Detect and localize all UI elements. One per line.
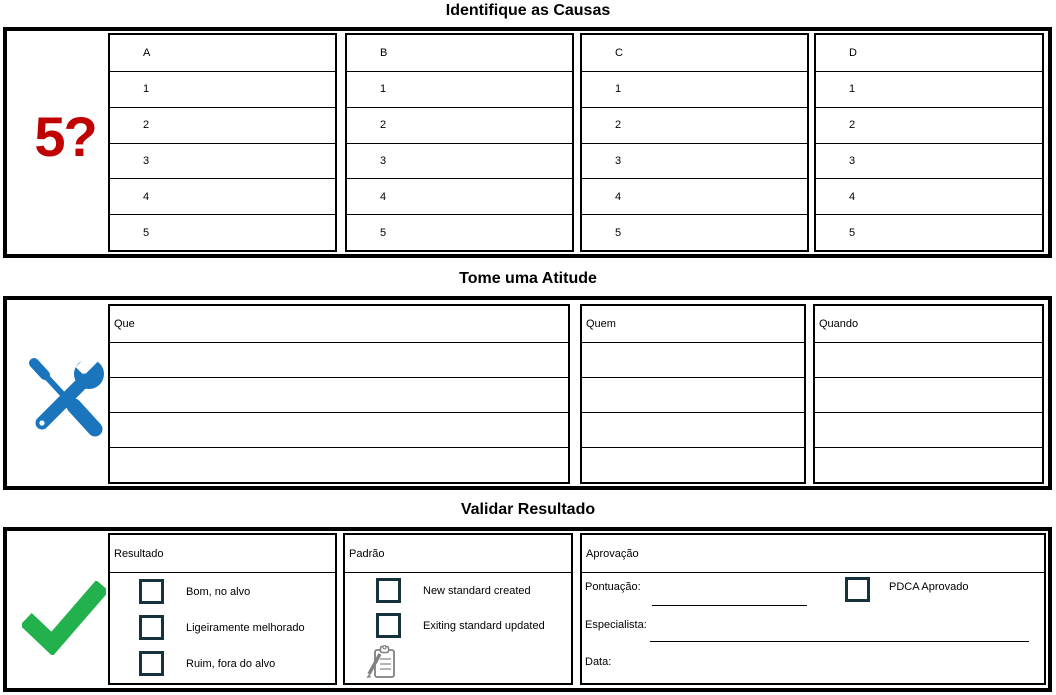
atitude-input-cell[interactable]: [582, 377, 804, 412]
causa-row-number: 2: [849, 119, 856, 132]
atitude-header-cell[interactable]: [815, 306, 1042, 342]
tools-icon: [27, 353, 109, 439]
causas-table-b: [345, 33, 574, 252]
atitude-table-quando: [813, 304, 1044, 484]
causa-input-cell[interactable]: [816, 143, 1042, 179]
causa-row-number: 3: [615, 154, 622, 167]
causa-row-number: 3: [849, 154, 856, 167]
causa-input-cell[interactable]: [582, 143, 807, 179]
atitude-column-label: Quem: [586, 318, 616, 330]
causa-column-label: C: [615, 47, 623, 59]
causa-input-cell[interactable]: [110, 107, 335, 143]
section-title-atitude: Tome uma Atitude: [459, 270, 597, 287]
resultado-header: Resultado: [114, 547, 164, 560]
pdca-aprovado-label: PDCA Aprovado: [889, 581, 969, 593]
causa-row-number: 4: [380, 190, 387, 203]
causas-box: [3, 27, 1052, 258]
causa-header-cell[interactable]: [110, 35, 335, 71]
resultado-panel: [108, 533, 337, 685]
causa-input-cell[interactable]: [582, 178, 807, 214]
causa-input-cell[interactable]: [347, 143, 572, 179]
checkbox-bom-no-alvo[interactable]: [139, 579, 164, 604]
atitude-column-label: Quando: [819, 318, 859, 330]
causa-input-cell[interactable]: [347, 214, 572, 250]
causa-row-number: 1: [380, 83, 387, 96]
atitude-input-cell[interactable]: [815, 342, 1042, 377]
pontuacao-label: Pontuação:: [585, 581, 641, 593]
causa-row-number: 5: [143, 226, 150, 239]
atitude-column-label: Que: [114, 318, 135, 330]
atitude-table-quem: [580, 304, 806, 484]
causa-row-number: 5: [849, 226, 856, 239]
checkbox-exiting-standard-updated[interactable]: [376, 613, 401, 638]
causa-row-number: 5: [380, 226, 387, 239]
causa-input-cell[interactable]: [347, 178, 572, 214]
causa-row-number: 2: [615, 119, 622, 132]
causa-row-number: 1: [849, 83, 856, 96]
checkbox-ligeiramente-melhorado[interactable]: [139, 615, 164, 640]
causa-input-cell[interactable]: [816, 214, 1042, 250]
padrao-body: [345, 573, 571, 681]
atitude-input-cell[interactable]: [815, 412, 1042, 447]
causa-row-number: 4: [615, 190, 622, 203]
atitude-header-cell[interactable]: [110, 306, 568, 342]
causa-column-label: D: [849, 47, 857, 59]
causa-input-cell[interactable]: [816, 71, 1042, 107]
padrao-header: Padrão: [349, 547, 385, 560]
causa-header-cell[interactable]: [582, 35, 807, 71]
causa-input-cell[interactable]: [347, 107, 572, 143]
option-label: Ligeiramente melhorado: [186, 621, 305, 634]
causa-row-number: 4: [143, 190, 150, 203]
especialista-label: Especialista:: [585, 619, 647, 631]
causa-header-cell[interactable]: [816, 35, 1042, 71]
atitude-input-cell[interactable]: [582, 447, 804, 482]
atitude-input-cell[interactable]: [815, 377, 1042, 412]
pontuacao-input-line[interactable]: [652, 605, 807, 606]
causa-input-cell[interactable]: [110, 71, 335, 107]
causa-input-cell[interactable]: [582, 71, 807, 107]
atitude-table-que: [108, 304, 570, 484]
checkbox-new-standard-created[interactable]: [376, 578, 401, 603]
causa-input-cell[interactable]: [816, 178, 1042, 214]
causa-row-number: 5: [615, 226, 622, 239]
option-label: Bom, no alvo: [186, 585, 251, 598]
atitude-input-cell[interactable]: [110, 342, 568, 377]
causa-input-cell[interactable]: [816, 107, 1042, 143]
aprovacao-body: [582, 573, 1044, 681]
causa-row-number: 2: [143, 119, 150, 132]
causa-row-number: 3: [143, 154, 150, 167]
atitude-input-cell[interactable]: [815, 447, 1042, 482]
causa-row-number: 3: [380, 154, 387, 167]
validar-box: [3, 527, 1052, 692]
padrao-panel: [343, 533, 573, 685]
checkbox-ruim-fora-do-alvo[interactable]: [139, 651, 164, 676]
aprovacao-header: Aprovação: [586, 547, 639, 560]
causa-column-label: B: [380, 47, 388, 59]
checkbox-pdca-aprovado[interactable]: [845, 577, 870, 602]
option-label: Exiting standard updated: [423, 619, 545, 632]
clipboard-pencil-icon: [363, 645, 401, 679]
atitude-header-cell[interactable]: [582, 306, 804, 342]
causas-table-d: [814, 33, 1044, 252]
aprovacao-panel: [580, 533, 1046, 685]
check-icon: [22, 581, 106, 655]
causa-input-cell[interactable]: [110, 214, 335, 250]
option-label: Ruim, fora do alvo: [186, 657, 276, 670]
atitude-input-cell[interactable]: [110, 377, 568, 412]
section-title-causas: Identifique as Causas: [445, 2, 611, 19]
causa-header-cell[interactable]: [347, 35, 572, 71]
atitude-box: [3, 296, 1052, 490]
atitude-input-cell[interactable]: [582, 412, 804, 447]
section-title-validar: Validar Resultado: [460, 501, 596, 518]
causa-column-label: A: [143, 47, 151, 59]
atitude-input-cell[interactable]: [110, 412, 568, 447]
option-label: New standard created: [423, 584, 531, 597]
causa-input-cell[interactable]: [110, 143, 335, 179]
five-whys-marker: 5?: [34, 105, 96, 168]
atitude-input-cell[interactable]: [110, 447, 568, 482]
causas-table-c: [580, 33, 809, 252]
data-label: Data:: [585, 656, 612, 668]
causa-row-number: 4: [849, 190, 856, 203]
causa-row-number: 2: [380, 119, 387, 132]
causa-input-cell[interactable]: [110, 178, 335, 214]
atitude-input-cell[interactable]: [582, 342, 804, 377]
especialista-input-line[interactable]: [650, 641, 1029, 642]
causas-table-a: [108, 33, 337, 252]
causa-row-number: 1: [143, 83, 150, 96]
causa-input-cell[interactable]: [582, 214, 807, 250]
causa-row-number: 1: [615, 83, 622, 96]
resultado-body: [110, 573, 335, 681]
causa-input-cell[interactable]: [582, 107, 807, 143]
causa-input-cell[interactable]: [347, 71, 572, 107]
